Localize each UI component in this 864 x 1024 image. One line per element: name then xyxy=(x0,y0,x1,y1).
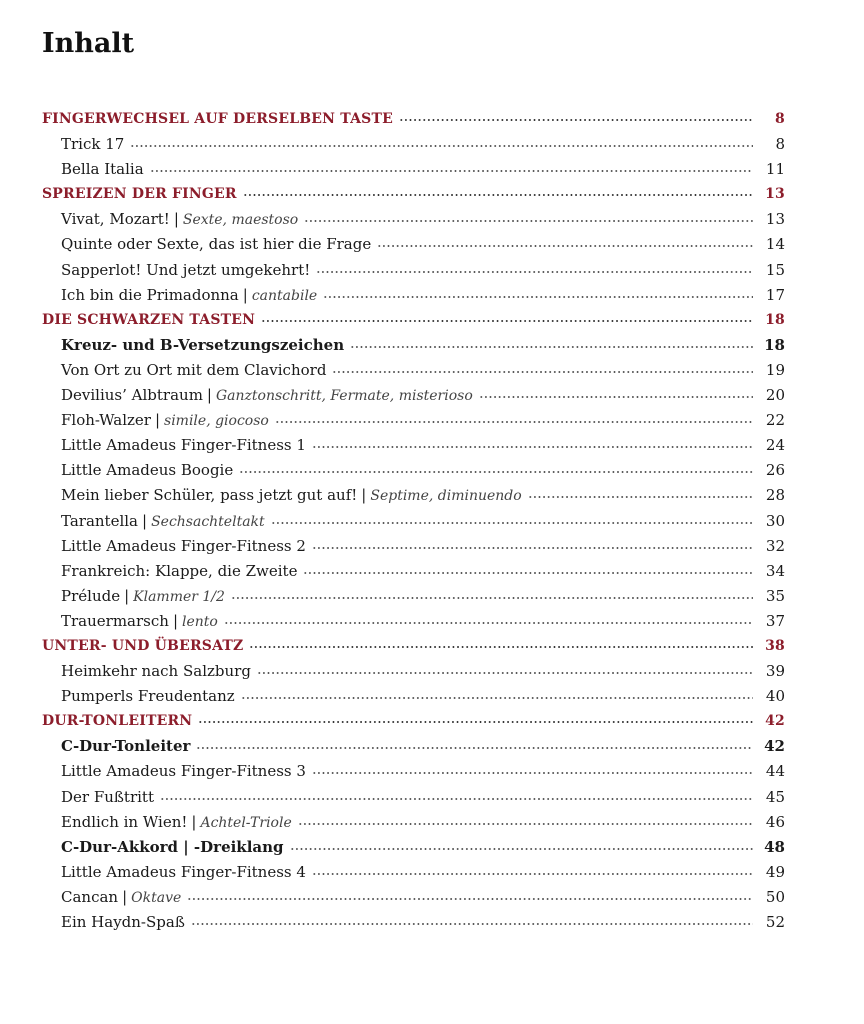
toc-entry-row[interactable] xyxy=(42,483,785,508)
entry-title xyxy=(61,483,522,509)
dot-leader xyxy=(298,821,753,827)
page-number: 28 xyxy=(765,486,785,505)
page-number: 44 xyxy=(765,762,785,781)
dot-leader xyxy=(271,520,753,526)
dot-leader xyxy=(224,620,753,626)
toc-entry-row[interactable] xyxy=(42,458,785,483)
entry-label: Tarantella xyxy=(61,511,138,530)
dot-leader xyxy=(249,644,753,650)
section-title xyxy=(42,634,243,659)
dot-leader xyxy=(275,419,753,425)
page-title: Inhalt xyxy=(42,28,135,59)
dot-leader xyxy=(257,670,753,676)
entry-title xyxy=(61,433,306,458)
separator: | xyxy=(124,586,130,605)
entry-title xyxy=(61,860,306,885)
entry-label: UNTER- UND ÜBERSATZ xyxy=(42,637,244,654)
toc-entry-row[interactable] xyxy=(42,534,785,559)
entry-subtitle: Oktave xyxy=(131,889,182,906)
entry-label: Bella Italia xyxy=(61,160,144,179)
entry-label: Little Amadeus Finger-Fitness 3 xyxy=(61,762,306,781)
entry-title xyxy=(61,810,292,836)
separator: | xyxy=(122,887,128,906)
dot-leader xyxy=(316,269,753,275)
entry-label: Frankreich: Klappe, die Zweite xyxy=(61,561,298,580)
toc-entry-row[interactable] xyxy=(42,910,785,935)
page-number: 26 xyxy=(765,461,785,480)
dot-leader xyxy=(150,168,753,174)
entry-title xyxy=(61,684,235,709)
toc-entry-row[interactable] xyxy=(42,132,785,157)
toc-entry-row[interactable] xyxy=(42,785,785,810)
page-number: 11 xyxy=(765,160,785,179)
entry-title xyxy=(61,333,344,358)
entry-title xyxy=(61,734,190,759)
entry-label: DUR-TONLEITERN xyxy=(42,713,193,730)
page-number: 30 xyxy=(765,511,785,530)
toc-entry-row[interactable] xyxy=(42,509,785,534)
page-number: 38 xyxy=(765,637,785,654)
entry-label: Ein Haydn-Spaß xyxy=(61,913,185,931)
separator: | xyxy=(142,511,148,530)
entry-subtitle: simile, giocoso xyxy=(164,413,269,430)
entry-label: C-Dur-Akkord | -Dreiklang xyxy=(61,837,284,856)
toc-entry-row[interactable] xyxy=(42,157,785,182)
entry-subtitle: lento xyxy=(182,613,218,630)
dot-leader xyxy=(243,192,753,198)
toc-entry-row[interactable] xyxy=(42,835,785,860)
entry-title xyxy=(61,258,310,283)
page-number: 49 xyxy=(765,862,785,881)
entry-title xyxy=(61,885,181,911)
page-number: 15 xyxy=(765,260,785,279)
separator: | xyxy=(242,285,248,304)
page-number: 42 xyxy=(765,713,785,730)
entry-title xyxy=(61,232,371,257)
page-number: 35 xyxy=(765,586,785,605)
entry-title xyxy=(61,534,306,559)
section-title xyxy=(42,308,255,333)
dot-leader xyxy=(198,719,753,725)
entry-label: Vivat, Mozart! xyxy=(61,210,170,229)
page-number: 24 xyxy=(765,436,785,455)
page-number: 8 xyxy=(775,135,785,154)
section-title xyxy=(42,182,237,207)
toc-entry-row[interactable] xyxy=(42,584,785,609)
toc-entry-row[interactable] xyxy=(42,358,785,383)
entry-subtitle: Klammer 1/2 xyxy=(133,588,225,605)
entry-label: Cancan xyxy=(61,887,119,906)
entry-title xyxy=(61,785,154,810)
entry-label: Quinte oder Sexte, das ist hier die Frage xyxy=(61,235,372,254)
dot-leader xyxy=(399,117,753,123)
page-number: 48 xyxy=(764,837,785,856)
toc-entry-row[interactable] xyxy=(42,433,785,458)
toc-entry-row[interactable] xyxy=(42,258,785,283)
toc-entry-row[interactable] xyxy=(42,408,785,433)
entry-title xyxy=(61,408,269,434)
page-number: 40 xyxy=(765,687,785,706)
toc-section-row[interactable] xyxy=(42,709,785,734)
toc-entry-row[interactable] xyxy=(42,333,785,358)
dot-leader xyxy=(191,921,753,927)
page-number: 13 xyxy=(765,210,785,229)
entry-title xyxy=(61,383,473,409)
entry-label: Kreuz- und B-Versetzungszeichen xyxy=(61,335,345,354)
entry-title xyxy=(61,759,306,784)
toc-entry-row[interactable] xyxy=(42,207,785,232)
entry-title xyxy=(61,283,317,309)
toc-entry-row[interactable] xyxy=(42,232,785,257)
toc-entry-row[interactable] xyxy=(42,609,785,634)
page-number: 22 xyxy=(765,411,785,430)
dot-leader xyxy=(312,545,753,551)
entry-title xyxy=(61,157,144,182)
page-number: 13 xyxy=(765,186,785,203)
toc-entry-row[interactable] xyxy=(42,734,785,759)
dot-leader xyxy=(312,770,753,776)
entry-label: Prélude xyxy=(61,586,121,605)
entry-label: Trauermarsch xyxy=(61,611,169,630)
entry-label: Ich bin die Primadonna xyxy=(61,285,239,304)
entry-subtitle: Septime, diminuendo xyxy=(370,488,522,505)
dot-leader xyxy=(130,143,753,149)
entry-label: Trick 17 xyxy=(61,135,125,154)
entry-title xyxy=(61,509,265,535)
entry-title xyxy=(61,458,233,483)
entry-title xyxy=(61,835,284,860)
toc-entry-row[interactable] xyxy=(42,759,785,784)
table-of-contents xyxy=(42,107,785,935)
toc-section-row[interactable] xyxy=(42,107,785,132)
entry-label: DIE SCHWARZEN TASTEN xyxy=(42,311,256,328)
dot-leader xyxy=(303,570,753,576)
toc-section-row[interactable] xyxy=(42,634,785,659)
page-number: 50 xyxy=(765,887,785,906)
toc-entry-row[interactable] xyxy=(42,810,785,835)
entry-subtitle: Sexte, maestoso xyxy=(182,212,299,229)
dot-leader xyxy=(187,896,753,902)
toc-entry-row[interactable] xyxy=(42,885,785,910)
entry-label: Little Amadeus Boogie xyxy=(61,461,234,480)
page-number: 32 xyxy=(765,536,785,555)
entry-title xyxy=(61,584,225,610)
page-number: 14 xyxy=(765,235,785,254)
toc-section-row[interactable] xyxy=(42,182,785,207)
entry-label: Mein lieber Schüler, pass jetzt gut auf! xyxy=(61,486,358,505)
page-number: 17 xyxy=(765,285,785,304)
entry-label: Heimkehr nach Salzburg xyxy=(61,662,251,681)
entry-subtitle: Sechsachteltakt xyxy=(151,513,265,530)
entry-subtitle: cantabile xyxy=(251,287,318,304)
separator: | xyxy=(173,210,179,229)
toc-entry-row[interactable] xyxy=(42,383,785,408)
page-number: 52 xyxy=(765,913,785,931)
section-title xyxy=(42,709,192,734)
entry-title xyxy=(61,132,124,157)
dot-leader xyxy=(332,369,753,375)
dot-leader xyxy=(160,796,753,802)
entry-label: SPREIZEN DER FINGER xyxy=(42,186,237,203)
separator: | xyxy=(154,411,161,430)
entry-label: FINGERWECHSEL AUF DERSELBEN TASTE xyxy=(42,111,393,127)
toc-entry-row[interactable] xyxy=(42,684,785,709)
entry-title xyxy=(61,659,251,684)
separator: | xyxy=(361,486,367,505)
entry-title xyxy=(61,910,185,935)
page-number: 37 xyxy=(765,611,785,630)
page-number: 39 xyxy=(765,662,785,681)
dot-leader xyxy=(239,469,753,475)
page-number: 18 xyxy=(765,311,785,328)
dot-leader xyxy=(241,695,753,701)
entry-title xyxy=(61,559,297,584)
dot-leader xyxy=(304,218,753,224)
dot-leader xyxy=(231,595,753,601)
dot-leader xyxy=(528,494,753,500)
page-number: 46 xyxy=(765,812,785,831)
entry-subtitle: Ganztonschritt, Fermate, misterioso xyxy=(215,388,473,405)
dot-leader xyxy=(312,871,753,877)
separator: | xyxy=(172,611,178,630)
dot-leader xyxy=(261,318,753,324)
dot-leader xyxy=(350,344,753,350)
entry-title xyxy=(61,207,298,233)
entry-label: Floh-Walzer xyxy=(61,411,151,430)
entry-label: C-Dur-Tonleiter xyxy=(61,737,191,756)
page-number: 42 xyxy=(764,737,785,756)
page-number: 18 xyxy=(764,335,785,354)
toc-entry-row[interactable] xyxy=(42,283,785,308)
entry-label: Endlich in Wien! xyxy=(61,812,188,831)
dot-leader xyxy=(323,294,753,300)
toc-section-row[interactable] xyxy=(42,308,785,333)
entry-label: Von Ort zu Ort mit dem Clavichord xyxy=(61,360,327,379)
toc-entry-row[interactable] xyxy=(42,860,785,885)
entry-label: Little Amadeus Finger-Fitness 2 xyxy=(61,536,306,555)
page-number: 19 xyxy=(765,360,785,379)
dot-leader xyxy=(479,394,753,400)
toc-entry-row[interactable] xyxy=(42,659,785,684)
toc-entry-row[interactable] xyxy=(42,559,785,584)
page-number: 45 xyxy=(765,787,785,806)
dot-leader xyxy=(312,444,753,450)
entry-label: Der Fußtritt xyxy=(61,787,154,806)
entry-label: Pumperls Freudentanz xyxy=(61,687,235,706)
separator: | xyxy=(191,812,197,831)
section-title xyxy=(42,107,393,132)
entry-label: Sapperlot! Und jetzt umgekehrt! xyxy=(61,260,311,279)
dot-leader xyxy=(196,745,753,751)
entry-title xyxy=(61,358,326,383)
entry-subtitle: Achtel-Triole xyxy=(200,814,292,831)
separator: | xyxy=(206,386,212,405)
page-number: 20 xyxy=(765,386,785,405)
entry-label: Little Amadeus Finger-Fitness 1 xyxy=(61,436,306,455)
dot-leader xyxy=(290,846,753,852)
entry-title xyxy=(61,609,218,635)
entry-label: Devilius’ Albtraum xyxy=(61,386,203,405)
entry-label: Little Amadeus Finger-Fitness 4 xyxy=(61,862,306,881)
dot-leader xyxy=(377,243,753,249)
page-number: 34 xyxy=(765,561,785,580)
page-number: 8 xyxy=(775,111,785,127)
